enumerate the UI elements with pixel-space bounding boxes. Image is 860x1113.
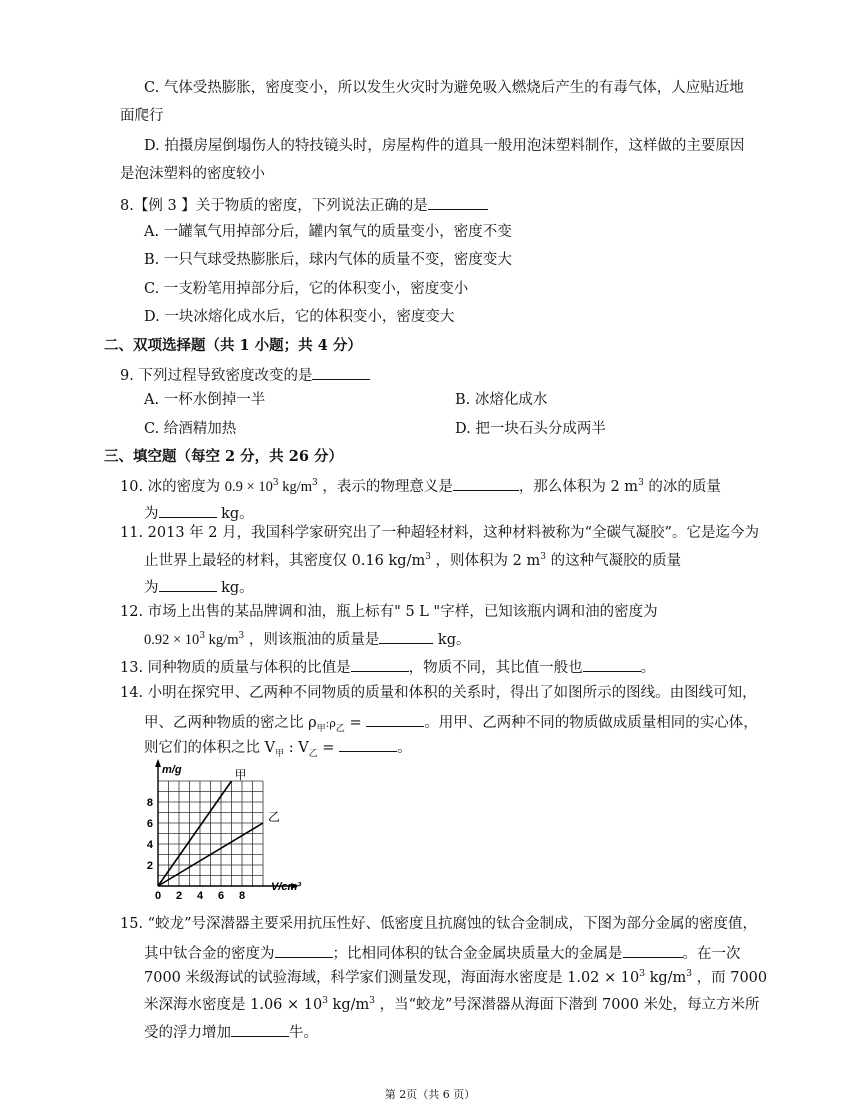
answer-blank[interactable] xyxy=(275,942,333,958)
q7-option-d-line1: D. 拍摄房屋倒塌伤人的特技镜头时，房屋构件的道具一般用泡沫塑料制作，这样做的主要原因 xyxy=(144,138,745,154)
page-footer: 第 2页（共 6 页） xyxy=(384,1088,476,1101)
q10-line1: 10. 冰的密度为 $0.9 \times 10^3$ $kg/m^3$ ，表示的物理意义是 ，那么体积为 2 $m^3$ 的冰的质量 xyxy=(120,475,721,497)
series-label: 甲 xyxy=(234,768,247,782)
x-tick-label: 6 xyxy=(217,890,225,902)
q15-line2: 其中钛合金的密度为 ；比相同体积的钛合金金属块质量大的金属是 。在一次 xyxy=(144,942,741,964)
q7-option-c-line1: C. 气体受热膨胀，密度变小，所以发生火灾时为避免吸入燃烧后产生的有毒气体，人应贴近地 xyxy=(144,80,744,96)
q8-option-a: A. 一罐氧气用掉部分后，罐内氧气的质量变小，密度不变 xyxy=(144,224,512,240)
q12-line2: $0.92 \times 10^3$ $kg/m^3$ ，则该瓶油的质量是 kg。 xyxy=(144,628,471,650)
x-tick-label: 4 xyxy=(196,890,204,902)
q14-line1: 14. 小明在探究甲、乙两种不同物质的质量和体积的关系时，得出了如图所示的图线。由图线可知， xyxy=(120,685,757,701)
q8-option-c: C. 一支粉笔用掉部分后，它的体积变小，密度变小 xyxy=(144,281,469,297)
q7-option-c-line2: 面爬行 xyxy=(120,108,164,124)
answer-blank[interactable] xyxy=(159,576,217,592)
answer-blank[interactable] xyxy=(366,711,424,727)
answer-blank[interactable] xyxy=(351,656,409,672)
x-axis-label: V/cm³ xyxy=(271,881,301,893)
section-heading-double-choice: 二、双项选择题（共 1 小题；共 4 分） xyxy=(104,337,362,354)
q9-stem: 9. 下列过程导致密度改变的是 xyxy=(120,364,370,386)
q8-option-d: D. 一块冰熔化成水后，它的体积变小，密度变大 xyxy=(144,309,455,325)
y-tick-label: 6 xyxy=(146,818,153,830)
q11-line3: 为 kg。 xyxy=(144,576,254,598)
answer-blank[interactable] xyxy=(623,942,683,958)
q7-option-d-line2: 是泡沫塑料的密度较小 xyxy=(120,166,265,182)
q9-option-c: C. 给酒精加热 xyxy=(144,421,237,437)
q9-option-b: B. 冰熔化成水 xyxy=(455,392,548,408)
y-axis-arrow xyxy=(155,759,161,767)
x-tick-label: 0 xyxy=(154,890,162,902)
x-tick-label: 8 xyxy=(238,890,246,902)
series-label: 乙 xyxy=(268,810,281,824)
answer-blank[interactable] xyxy=(159,502,217,518)
y-axis-label: m/g xyxy=(162,764,182,776)
section-heading-fill-in: 三、填空题（每空 2 分，共 26 分） xyxy=(104,448,343,465)
answer-blank[interactable] xyxy=(453,475,519,491)
answer-blank[interactable] xyxy=(312,364,370,380)
q11-line1: 11. 2013 年 2 月，我国科学家研究出了一种超轻材料，这种材料被称为“全碳气凝胶”。它是迄今为 xyxy=(120,525,759,541)
q15-line1: 15. “蛟龙”号深潜器主要采用抗压性好、低密度且抗腐蚀的钛合金制成，下图为部分金属的密度值， xyxy=(120,916,757,932)
x-tick-label: 2 xyxy=(175,890,183,902)
q10-line2: 为 kg。 xyxy=(144,502,254,524)
y-tick-label: 8 xyxy=(146,797,153,809)
q11-line2: 止世界上最轻的材料，其密度仅 0.16 $kg/m^3$ ，则体积为 2 $m^3$ 的这种气凝胶的质量 xyxy=(144,552,682,569)
q9-option-a: A. 一杯水倒掉一半 xyxy=(144,392,266,408)
q14-line3: 则它们的体积之比 $V_甲$ : $V_乙$ = 。 xyxy=(144,736,412,758)
mass-volume-chart xyxy=(138,758,308,906)
answer-blank[interactable] xyxy=(339,736,397,752)
answer-blank[interactable] xyxy=(231,1021,289,1037)
answer-blank[interactable] xyxy=(379,628,433,644)
answer-blank[interactable] xyxy=(428,194,488,210)
q8-option-b: B. 一只气球受热膨胀后，球内气体的质量不变，密度变大 xyxy=(144,252,512,268)
answer-blank[interactable] xyxy=(583,656,641,672)
y-tick-label: 2 xyxy=(146,860,153,872)
q9-option-d: D. 把一块石头分成两半 xyxy=(455,421,606,437)
q12-line1: 12. 市场上出售的某品牌调和油，瓶上标有" 5 L "字样，已知该瓶内调和油的密度为 xyxy=(120,604,658,620)
q15-line3: 7000 米级海试的试验海域，科学家们测量发现，海面海水密度是 $1.02 \times 10^3$ $kg/m^3$ ，而 7000 xyxy=(144,969,768,986)
y-tick-label: 4 xyxy=(146,839,153,851)
q15-line4: 米深海水密度是 $1.06 \times 10^3$ $kg/m^3$ ，当“蛟龙”号深潜器从海面下潜到 7000 米处，每立方米所 xyxy=(144,996,760,1013)
q8-stem: 8.【例 3 】关于物质的密度，下列说法正确的是 xyxy=(120,194,488,216)
q13-line: 13. 同种物质的质量与体积的比值是 ，物质不同，其比值一般也 。 xyxy=(120,656,655,678)
q14-line2: 甲、乙两种物质的密之比 $\rho_甲:\rho_乙$ = 。用甲、乙两种不同的物质做成质量相同的实心体， xyxy=(144,711,758,734)
q15-line5: 受的浮力增加 牛。 xyxy=(144,1021,318,1043)
